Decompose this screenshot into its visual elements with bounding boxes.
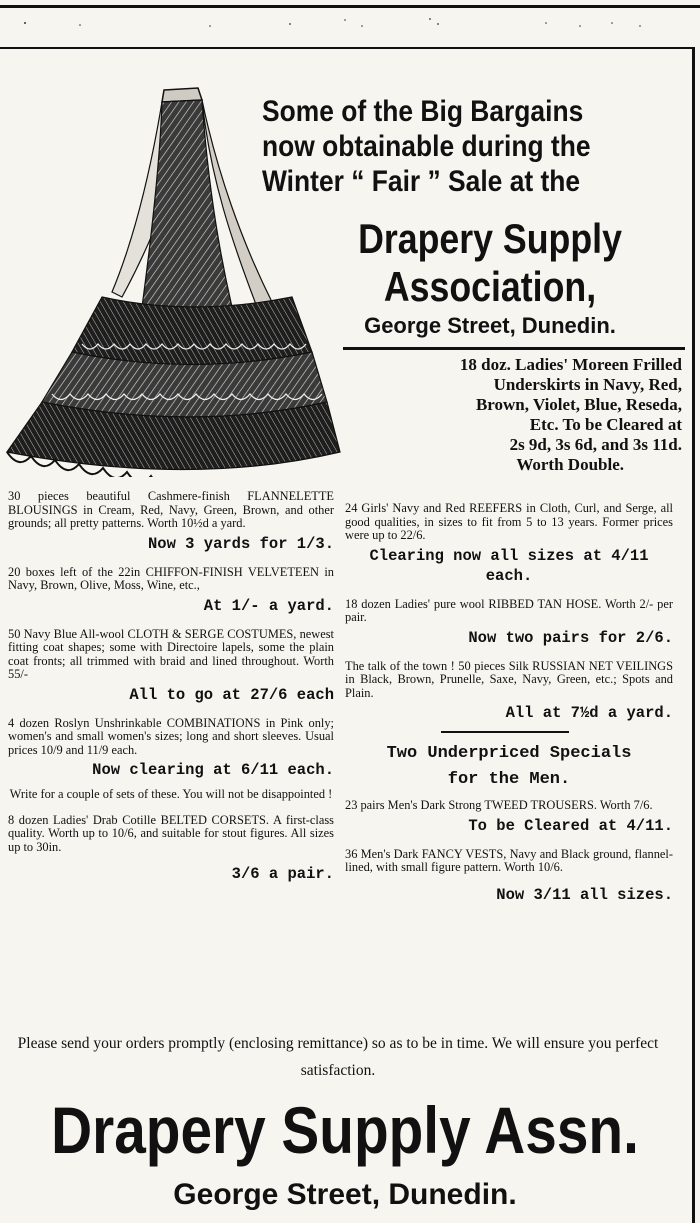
section-rule [441,731,569,733]
item-reefers [345,502,673,586]
item-trousers [345,799,673,836]
print-specks [0,14,700,32]
header-underline [343,347,685,350]
item-price: Now clearing at 6/11 each. [92,761,334,779]
item-combinations [8,717,334,781]
left-column [8,490,334,884]
men-heading-line-1: Two Underpriced Specials [386,744,632,763]
footer-company-name: Drapery Supply Assn. [51,1093,639,1167]
headline-line-1: Some of the Big Bargains [262,95,584,128]
item-price: Clearing now all sizes at 4/11 each. [369,546,649,585]
offer-line: Worth Double. [516,455,624,474]
item-costumes [8,628,334,705]
item-text: 4 dozen Roslyn Unshrinkable COMBINATIONS in Pink only; women's and small women's sizes; long and short sleeves. Usual prices 10/9 and 11/9 each. [8,715,334,757]
item-price: All to go at 27/6 each [129,685,334,704]
footer-address: George Street, Dunedin. [173,1178,517,1211]
item-text: 36 Men's Dark FANCY VESTS, Navy and Black ground, flannel-lined, with small figure pattern. Worth 10/6. [345,846,673,874]
headline [262,94,640,199]
headline-line-2: now obtainable during the [262,130,591,163]
item-price: At 1/- a yard. [203,596,334,615]
item-velveteen [8,566,334,616]
company-name [329,215,652,311]
item-blousings [8,490,334,554]
item-price: Now 3/11 all sizes. [496,885,673,904]
item-write-note [8,788,334,802]
item-text: Write for a couple of sets of these. You will not be disappointed ! [9,787,333,801]
item-text: 20 boxes left of the 22in CHIFFON-FINISH VELVETEEN in Navy, Brown, Olive, Moss, Wine, etc., [8,564,334,592]
item-price: 3/6 a pair. [231,865,334,883]
item-text: The talk of the town ! 50 pieces Silk RUSSIAN NET VEILINGS in Black, Brown, Prunelle, Saxe, Navy, Green, etc.; Spots and Plain. [345,658,673,700]
item-vests [345,848,673,905]
offer-line: Underskirts in Navy, Red, [493,375,682,394]
headline-line-3: Winter “ Fair ” Sale at the [262,165,581,198]
item-text: 30 pieces beautiful Cashmere-finish FLANNELETTE BLOUSINGS in Cream, Red, Navy, Green, Brown, and other grounds; all pretty patterns. Worth 10½d a yard. [8,489,334,530]
offer-line: 2s 9d, 3s 6d, and 3s 11d. [509,435,682,454]
item-veilings [345,660,673,724]
item-price: To be Cleared at 4/11. [468,816,673,835]
item-price: Now 3 yards for 1/3. [147,534,334,553]
item-hose [345,598,673,648]
offer-line: 18 doz. Ladies' Moreen Frilled [459,355,682,374]
item-text: 23 pairs Men's Dark Strong TWEED TROUSERS. Worth 7/6. [345,798,653,812]
underskirt-offer [352,355,682,475]
company-name-line-2: Association, [383,263,597,310]
item-price: Now two pairs for 2/6. [468,628,673,647]
item-text: 8 dozen Ladies' Drab Cotille BELTED CORSETS. A first-class quality. Worth up to 10/6, and suitable for stout figures. All sizes up to 30in. [8,812,334,854]
men-heading-line-2: for the Men. [447,770,571,789]
item-text: 18 dozen Ladies' pure wool RIBBED TAN HOSE. Worth 2/- per pair. [345,596,673,624]
company-name-line-1: Drapery Supply [358,215,622,262]
right-column [345,490,673,905]
top-rule [0,5,700,8]
order-instructions: Please send your orders promptly (enclosing remittance) so as to be in time. We will ensure you perfect satisfaction. [17,1035,659,1079]
company-address: George Street, Dunedin. [364,313,616,338]
offer-line: Brown, Violet, Blue, Reseda, [475,395,682,414]
item-corsets [8,814,334,885]
men-specials-heading [345,741,673,793]
item-text: 24 Girls' Navy and Red REEFERS in Cloth, Curl, and Serge, all good qualities, in sizes to fit from 5 to 13 years. Former prices were up to 22/6. [345,501,673,542]
item-price: All at 7½d a yard. [505,704,673,722]
offer-line: Etc. To be Cleared at [529,415,682,434]
item-text: 50 Navy Blue All-wool CLOTH & SERGE COSTUMES, newest fitting coat shapes; some with Directoire lapels, some the plain coat fronts; all trimmed with braid and lined throughout. Worth 55/- [8,626,334,681]
